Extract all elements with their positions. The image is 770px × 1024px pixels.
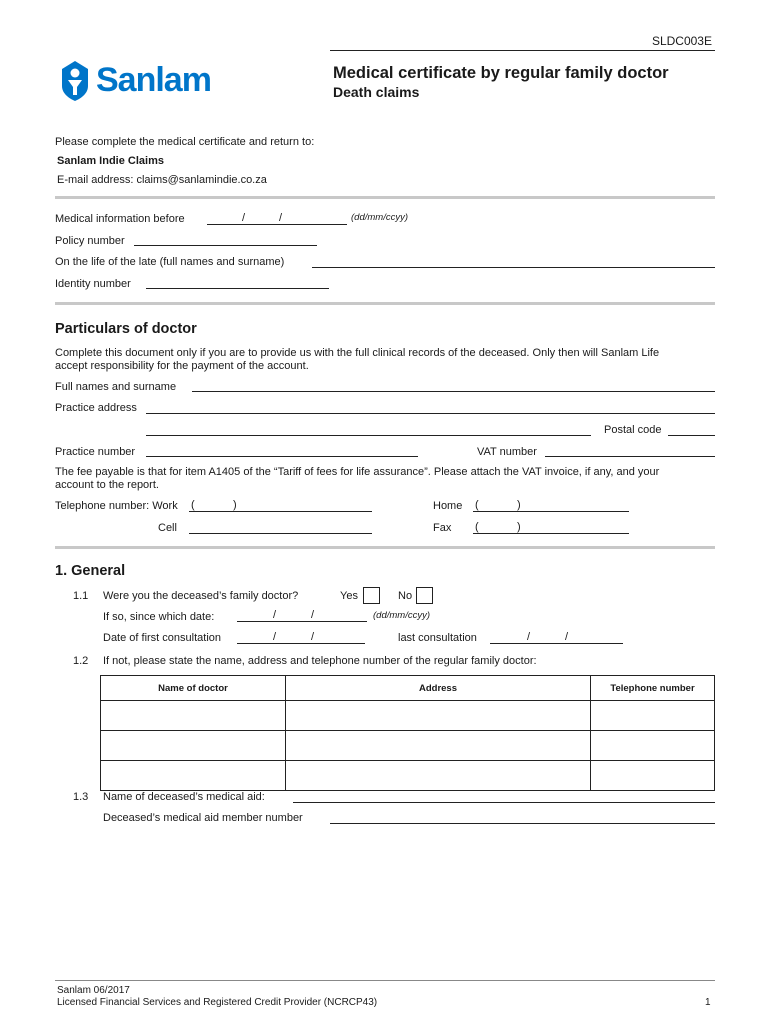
- practice-address-label: Practice address: [55, 402, 137, 414]
- postal-code-label: Postal code: [604, 424, 662, 436]
- doctor-section-heading: Particulars of doctor: [55, 321, 197, 337]
- identity-number-label: Identity number: [55, 278, 131, 290]
- table-cell[interactable]: [591, 701, 715, 731]
- date-slash: /: [311, 609, 315, 621]
- practice-number-label: Practice number: [55, 446, 136, 458]
- table-cell[interactable]: [286, 701, 591, 731]
- medical-aid-name-field[interactable]: [293, 802, 715, 803]
- table-cell[interactable]: [591, 761, 715, 791]
- paren-open: (: [191, 499, 195, 511]
- footer-rule: [55, 980, 715, 981]
- medical-info-date-field[interactable]: [207, 224, 347, 225]
- medical-info-label: Medical information before: [55, 213, 185, 225]
- question-1-2-text: If not, please state the name, address and telephone number of the regular family doctor:: [103, 655, 537, 667]
- yes-label: Yes: [340, 590, 358, 602]
- table-row: [101, 731, 715, 761]
- paren-close: ): [517, 499, 521, 511]
- family-doctor-table: [100, 675, 715, 791]
- first-consultation-field[interactable]: [237, 643, 365, 644]
- practice-address-field-1[interactable]: [146, 413, 715, 414]
- full-names-field[interactable]: [192, 391, 715, 392]
- paren-close: ): [517, 521, 521, 533]
- date-slash: /: [273, 631, 277, 643]
- telephone-work-label: Telephone number: Work: [55, 500, 178, 512]
- column-header-name: Name of doctor: [101, 676, 286, 701]
- yes-checkbox[interactable]: [363, 587, 380, 604]
- telephone-work-field[interactable]: [189, 511, 372, 512]
- paren-open: (: [475, 499, 479, 511]
- table-cell[interactable]: [101, 731, 286, 761]
- recipient-name: Sanlam Indie Claims: [57, 155, 164, 167]
- table-cell[interactable]: [286, 761, 591, 791]
- table-row: [101, 761, 715, 791]
- last-consultation-field[interactable]: [490, 643, 623, 644]
- no-label: No: [398, 590, 413, 602]
- identity-number-field[interactable]: [146, 288, 329, 289]
- question-1-1-text: Were you the deceased’s family doctor?: [103, 590, 299, 602]
- vat-number-label: VAT number: [477, 446, 537, 458]
- no-checkbox[interactable]: [416, 587, 433, 604]
- table-cell[interactable]: [286, 731, 591, 761]
- policy-number-label: Policy number: [55, 235, 125, 247]
- since-date-format-hint: (dd/mm/ccyy): [373, 610, 430, 621]
- date-slash: /: [527, 631, 531, 643]
- table-header-row: [101, 676, 715, 701]
- question-1-2-number: 1.2: [73, 655, 89, 667]
- general-heading: 1. General: [55, 563, 126, 579]
- question-1-3-text: Name of deceased’s medical aid:: [103, 791, 265, 803]
- doctor-note-line1: Complete this document only if you are to provide us with the full clinical records of the deceased. Only then will Sanlam Life: [55, 347, 660, 359]
- section-divider: [55, 302, 715, 305]
- page-title: Medical certificate by regular family doctor: [333, 64, 669, 82]
- date-slash: /: [273, 609, 277, 621]
- cell-phone-field[interactable]: [189, 533, 372, 534]
- doctor-note-line2: accept responsibility for the payment of the account.: [55, 360, 309, 372]
- since-date-label: If so, since which date:: [103, 611, 215, 623]
- date-slash: /: [565, 631, 569, 643]
- question-1-1-number: 1.1: [73, 590, 89, 602]
- last-consultation-label: last consultation: [398, 632, 477, 644]
- fee-note-line1: The fee payable is that for item A1405 of the “Tariff of fees for life assurance”. Please attach the VAT invoice, if any, and your: [55, 466, 660, 478]
- practice-number-field[interactable]: [146, 456, 418, 457]
- brand-name: Sanlam: [96, 61, 211, 99]
- column-header-telephone: Telephone number: [591, 676, 715, 701]
- document-code: SLDC003E: [651, 34, 712, 48]
- section-divider: [55, 196, 715, 199]
- date-slash: /: [279, 212, 283, 224]
- page-subtitle: Death claims: [333, 84, 420, 100]
- table-row: [101, 701, 715, 731]
- date-slash: /: [311, 631, 315, 643]
- table-cell[interactable]: [591, 731, 715, 761]
- sanlam-shield-icon: [58, 60, 92, 102]
- vat-number-field[interactable]: [545, 456, 715, 457]
- table-cell[interactable]: [101, 761, 286, 791]
- date-slash: /: [242, 212, 246, 224]
- footer-line2: Licensed Financial Services and Registered Credit Provider (NCRCP43): [57, 997, 378, 1008]
- recipient-email: E-mail address: claims@sanlamindie.co.za: [57, 174, 267, 186]
- home-label: Home: [433, 500, 463, 512]
- date-format-hint: (dd/mm/ccyy): [351, 212, 408, 223]
- header-rule: [330, 50, 715, 51]
- cell-label: Cell: [158, 522, 177, 534]
- life-of-field[interactable]: [312, 267, 715, 268]
- postal-code-field[interactable]: [668, 435, 715, 436]
- policy-number-field[interactable]: [134, 245, 317, 246]
- member-number-label: Deceased’s medical aid member number: [103, 812, 303, 824]
- fax-label: Fax: [433, 522, 452, 534]
- return-instruction: Please complete the medical certificate and return to:: [55, 136, 315, 148]
- since-date-field[interactable]: [237, 621, 367, 622]
- table-cell[interactable]: [101, 701, 286, 731]
- fax-field[interactable]: [473, 533, 629, 534]
- paren-close: ): [233, 499, 237, 511]
- question-1-3-number: 1.3: [73, 791, 89, 803]
- first-consultation-label: Date of first consultation: [103, 632, 222, 644]
- column-header-address: Address: [286, 676, 591, 701]
- section-divider: [55, 546, 715, 549]
- page-number: 1: [705, 997, 711, 1008]
- member-number-field[interactable]: [330, 823, 715, 824]
- fee-note-line2: account to the report.: [55, 479, 159, 491]
- home-phone-field[interactable]: [473, 511, 629, 512]
- full-names-label: Full names and surname: [55, 381, 177, 393]
- paren-open: (: [475, 521, 479, 533]
- footer-line1: Sanlam 06/2017: [57, 985, 130, 996]
- life-of-label: On the life of the late (full names and surname): [55, 256, 285, 268]
- sanlam-logo: [58, 60, 238, 102]
- practice-address-field-2[interactable]: [146, 435, 591, 436]
